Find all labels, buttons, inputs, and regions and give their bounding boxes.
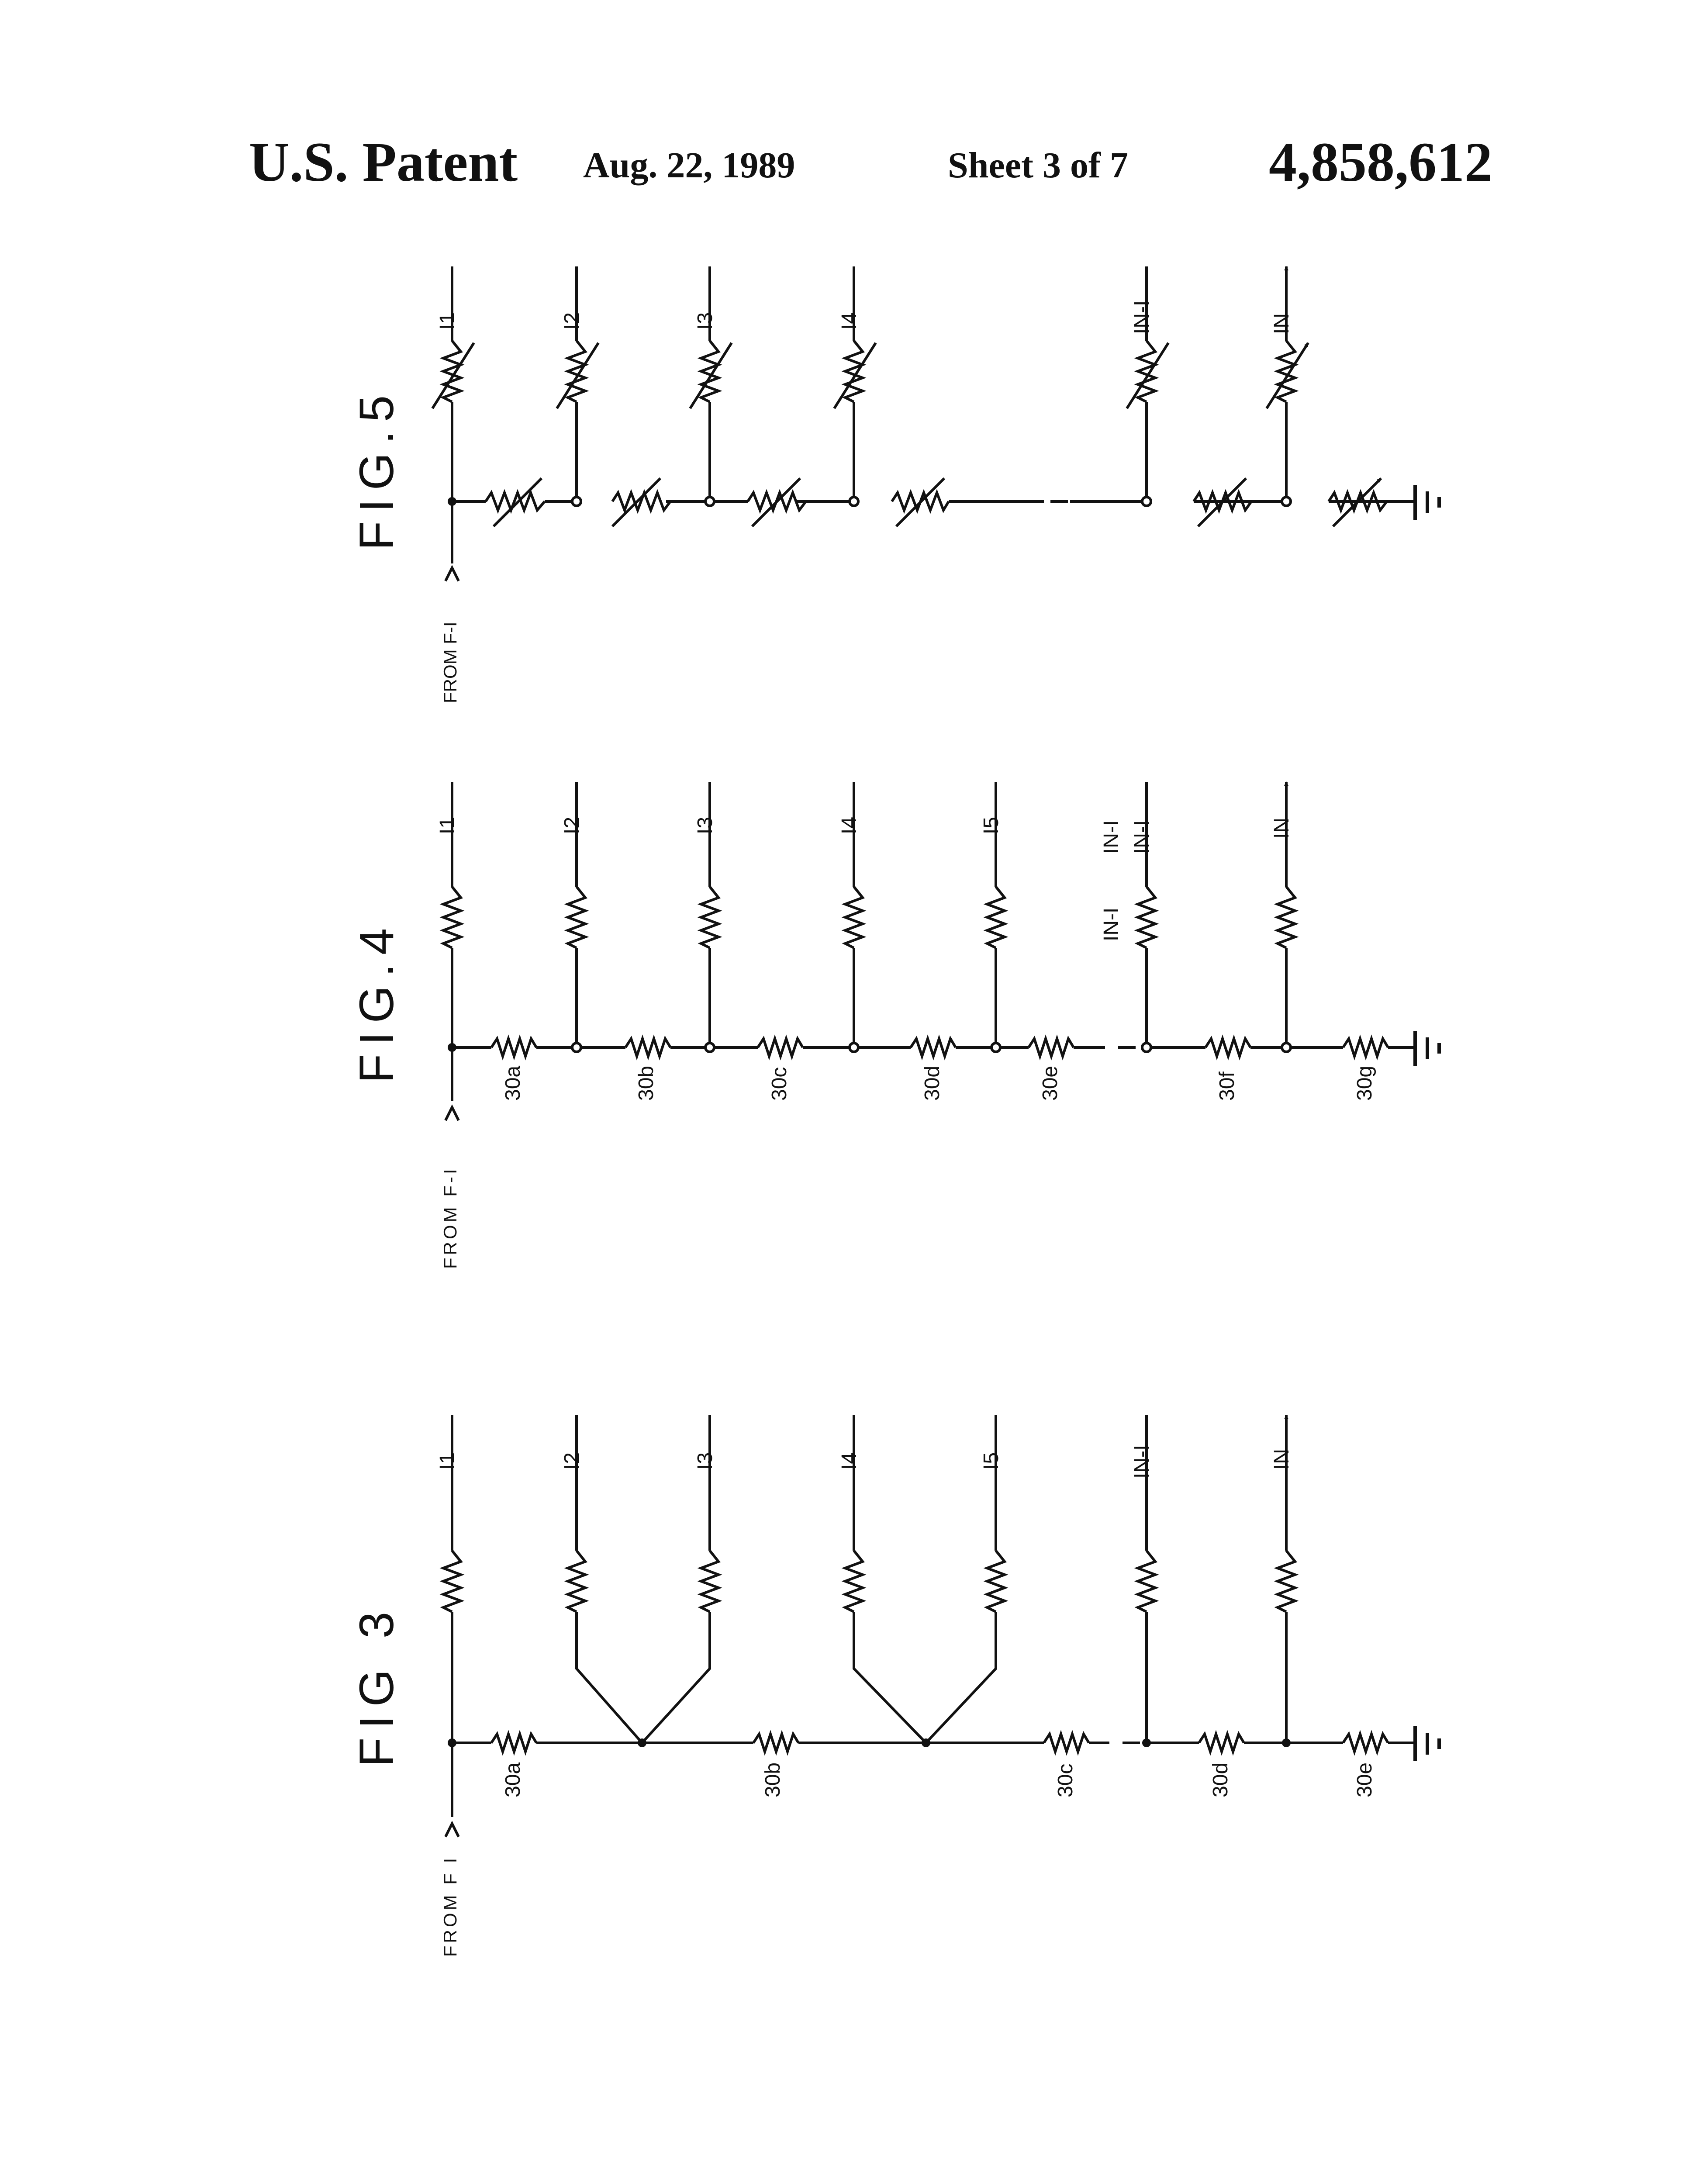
- fig4-input-label: FROM F-I: [440, 1166, 460, 1269]
- fig5-branch-resistor-5: [1138, 341, 1155, 402]
- fig4-branch-resistor-6: [1138, 887, 1155, 948]
- fig5-ground: [1415, 485, 1439, 520]
- fig5-output-label-5: IN-I: [1130, 300, 1154, 334]
- fig4-input-chevron: [446, 1107, 459, 1120]
- fig3-labels: [350, 1445, 1376, 1957]
- fig4-branch-resistor-1: [443, 887, 461, 948]
- fig3-series-resistor-2: [753, 1734, 798, 1752]
- patent-number: 4,858,612: [1269, 131, 1492, 193]
- fig3-output-label-4: I4: [838, 1452, 861, 1470]
- sheet-number: Sheet 3 of 7: [948, 145, 1128, 186]
- fig3-series-resistor-5: [1343, 1734, 1388, 1752]
- fig5-branch-resistor-3: [701, 341, 718, 402]
- fig5-output-label-3: I3: [694, 312, 717, 330]
- fig3-series-label-5: 30e: [1353, 1762, 1376, 1797]
- fig3-branch-resistor-3: [701, 1551, 718, 1612]
- patent-title: U.S. Patent: [249, 131, 518, 193]
- fig4-output-label-4: I4: [838, 816, 861, 834]
- fig3-title: FIG 3: [350, 1603, 404, 1767]
- fig5-branch-arrows: [452, 266, 1286, 280]
- fig3-input-label: FROM F I: [440, 1855, 460, 1957]
- fig4-branch-resistor-5: [987, 887, 1005, 948]
- fig3-series-label-3: 30c: [1054, 1763, 1077, 1797]
- fig4-output-label-2: I2: [560, 816, 584, 834]
- fig3-branch-resistor-5: [987, 1551, 1005, 1612]
- fig4-series-resistor-2: [625, 1039, 670, 1056]
- figure-3: [443, 1415, 1439, 1837]
- fig4-series-label-4: 30d: [921, 1065, 944, 1101]
- fig3-fork-1: [577, 1612, 710, 1743]
- fig3-series-label-4: 30d: [1209, 1762, 1232, 1797]
- fig5-input-chevron: [446, 568, 459, 581]
- fig5-output-label-4: I4: [838, 312, 861, 330]
- fig5-series-resistor-2: [612, 493, 670, 510]
- fig4-output-label-7: IN: [1270, 818, 1293, 839]
- patent-date: Aug. 22, 1989: [583, 145, 795, 186]
- fig4-branch-resistor-2: [568, 887, 585, 948]
- fig4-ground: [1415, 1031, 1439, 1066]
- fig4-series-resistor-6: [1205, 1039, 1250, 1056]
- fig5-output-label-2: I2: [560, 312, 584, 330]
- fig3-series-resistor-4: [1199, 1734, 1244, 1752]
- fig5-title: FIG.5: [350, 386, 404, 550]
- fig3-ground: [1415, 1726, 1439, 1761]
- fig4-branch-resistor-4: [845, 887, 863, 948]
- fig3-output-label-7: IN: [1270, 1449, 1293, 1470]
- fig5-output-label-1: I1: [436, 312, 459, 330]
- fig4-series-label-5: 30e: [1039, 1065, 1062, 1101]
- fig3-output-label-1: I1: [436, 1452, 459, 1470]
- fig3-series-label-1: 30a: [501, 1762, 525, 1797]
- fig4-series-resistor-7: [1343, 1039, 1388, 1056]
- fig5-series-resistor-1: [486, 493, 545, 510]
- fig3-output-label-2: I2: [560, 1452, 584, 1470]
- fig3-branch-arrows: [452, 1415, 1286, 1428]
- fig5-branch-resistor-2: [568, 341, 585, 402]
- fig4-series-resistor-3: [758, 1039, 803, 1056]
- fig4-series-resistor-1: [491, 1039, 536, 1056]
- fig3-series-resistor-1: [491, 1734, 536, 1752]
- fig3-branch-resistor-1: [443, 1551, 461, 1612]
- fig3-branch-resistor-4: [845, 1551, 863, 1612]
- fig3-input-chevron: [446, 1824, 459, 1837]
- fig4-series-resistor-4: [911, 1039, 956, 1056]
- fig3-output-label-6: IN-I: [1130, 1444, 1154, 1479]
- fig4-extra-label-2: IN-I: [1100, 820, 1123, 854]
- fig4-extra-label-1: IN-I: [1100, 907, 1123, 941]
- fig4-series-label-3: 30c: [768, 1067, 791, 1101]
- fig3-branch-resistor-7: [1278, 1551, 1295, 1612]
- fig5-branch-resistor-6: [1278, 341, 1295, 402]
- fig4-branch-resistor-7: [1278, 887, 1295, 948]
- fig4-series-label-2: 30b: [635, 1065, 658, 1101]
- fig3-output-label-3: I3: [694, 1452, 717, 1470]
- fig3-branch-resistor-6: [1138, 1551, 1155, 1612]
- fig4-series-label-6: 30f: [1216, 1071, 1239, 1101]
- fig5-output-label-6: IN: [1270, 313, 1293, 334]
- fig4-series-label-7: 30g: [1353, 1065, 1376, 1101]
- fig5-input-label: FROM F-I: [440, 622, 460, 703]
- fig4-output-label-6: IN-I: [1130, 820, 1154, 854]
- fig4-title: FIG.4: [350, 919, 404, 1083]
- fig4-output-label-1: I1: [436, 816, 459, 834]
- fig4-series-label-1: 30a: [501, 1065, 525, 1101]
- fig4-output-label-3: I3: [694, 816, 717, 834]
- fig5-branch-resistor-1: [443, 341, 461, 402]
- fig4-branch-resistor-3: [701, 887, 718, 948]
- fig5-branch-resistor-4: [845, 341, 863, 402]
- fig4-series-resistor-5: [1029, 1039, 1074, 1056]
- fig3-branch-resistor-2: [568, 1551, 585, 1612]
- fig3-fork-2: [854, 1612, 996, 1743]
- fig5-branch-wires: [452, 271, 1286, 501]
- fig4-output-label-5: I5: [980, 816, 1003, 834]
- fig3-output-label-5: I5: [980, 1452, 1003, 1470]
- fig3-series-label-2: 30b: [761, 1762, 784, 1797]
- fig4-branch-arrows: [452, 782, 1286, 795]
- fig3-series-resistor-3: [1044, 1734, 1089, 1752]
